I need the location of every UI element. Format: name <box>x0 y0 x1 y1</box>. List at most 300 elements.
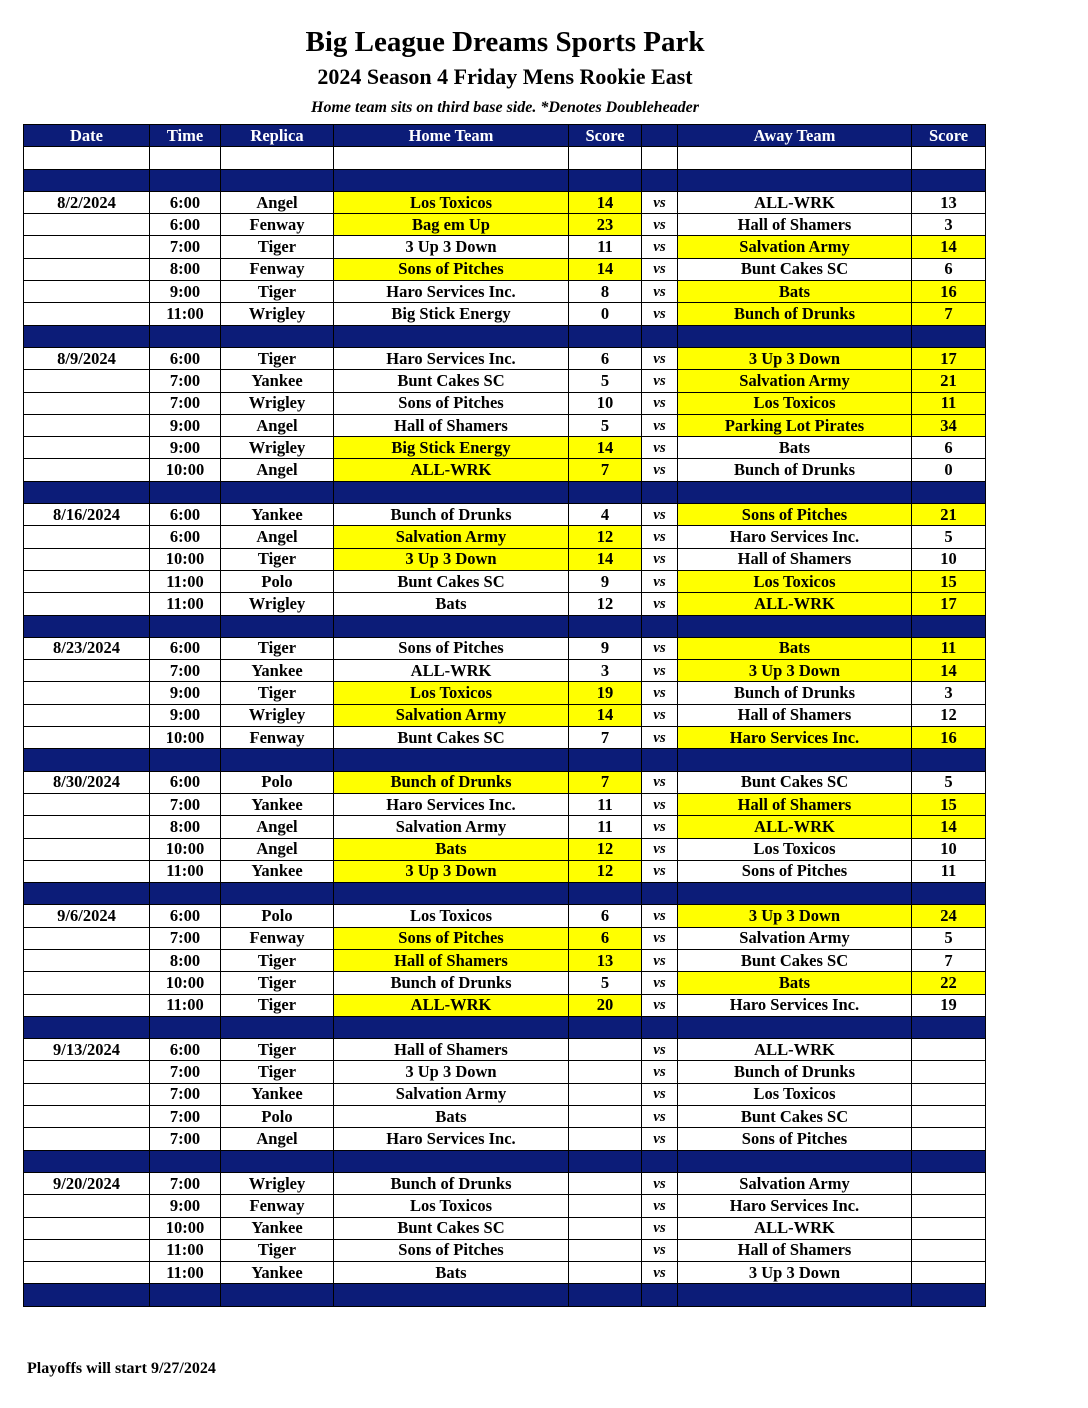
home-team: Haro Services Inc. <box>334 793 569 815</box>
game-row <box>24 593 986 615</box>
game-time: 9:00 <box>150 437 221 459</box>
home-score: 6 <box>569 347 642 369</box>
game-time: 6:00 <box>150 504 221 526</box>
game-date <box>24 660 150 682</box>
game-time: 11:00 <box>150 593 221 615</box>
game-date <box>24 860 150 882</box>
vs-label: vs <box>642 548 678 570</box>
game-time: 10:00 <box>150 1217 221 1239</box>
home-score <box>569 1039 642 1061</box>
game-date <box>24 593 150 615</box>
game-time: 10:00 <box>150 972 221 994</box>
home-score: 4 <box>569 504 642 526</box>
home-score: 13 <box>569 949 642 971</box>
game-row <box>24 793 986 815</box>
home-score: 19 <box>569 682 642 704</box>
home-score: 11 <box>569 236 642 258</box>
home-team: 3 Up 3 Down <box>334 1061 569 1083</box>
vs-label: vs <box>642 1217 678 1239</box>
home-score: 6 <box>569 905 642 927</box>
game-row <box>24 347 986 369</box>
game-time: 6:00 <box>150 905 221 927</box>
away-score: 3 <box>912 682 986 704</box>
game-replica: Angel <box>221 414 334 436</box>
game-date <box>24 459 150 481</box>
game-date <box>24 927 150 949</box>
away-team: Salvation Army <box>678 927 912 949</box>
home-score: 7 <box>569 459 642 481</box>
home-team: Bag em Up <box>334 214 569 236</box>
home-score: 0 <box>569 303 642 325</box>
home-team: Bunch of Drunks <box>334 972 569 994</box>
game-date <box>24 392 150 414</box>
game-row <box>24 414 986 436</box>
home-score: 3 <box>569 660 642 682</box>
game-date <box>24 281 150 303</box>
away-score: 24 <box>912 905 986 927</box>
game-row <box>24 860 986 882</box>
game-replica: Yankee <box>221 793 334 815</box>
vs-label: vs <box>642 459 678 481</box>
game-row <box>24 370 986 392</box>
game-row <box>24 660 986 682</box>
game-replica: Tiger <box>221 347 334 369</box>
game-date: 8/9/2024 <box>24 347 150 369</box>
away-score: 10 <box>912 548 986 570</box>
home-team: Bats <box>334 593 569 615</box>
game-time: 9:00 <box>150 682 221 704</box>
game-row <box>24 727 986 749</box>
away-score: 5 <box>912 927 986 949</box>
game-time: 7:00 <box>150 1128 221 1150</box>
away-score: 12 <box>912 704 986 726</box>
away-score: 21 <box>912 370 986 392</box>
game-row <box>24 637 986 659</box>
game-replica: Wrigley <box>221 392 334 414</box>
game-date <box>24 1262 150 1284</box>
game-replica: Polo <box>221 905 334 927</box>
away-score: 6 <box>912 437 986 459</box>
game-row <box>24 1061 986 1083</box>
game-date <box>24 570 150 592</box>
game-time: 6:00 <box>150 526 221 548</box>
away-team: Salvation Army <box>678 370 912 392</box>
home-team: Haro Services Inc. <box>334 281 569 303</box>
home-team: Bunch of Drunks <box>334 771 569 793</box>
away-team: Sons of Pitches <box>678 504 912 526</box>
home-score: 14 <box>569 191 642 213</box>
away-team: 3 Up 3 Down <box>678 1262 912 1284</box>
away-team: ALL-WRK <box>678 593 912 615</box>
game-replica: Wrigley <box>221 303 334 325</box>
away-team: Bats <box>678 972 912 994</box>
home-score: 5 <box>569 370 642 392</box>
home-score <box>569 1239 642 1261</box>
home-score <box>569 1262 642 1284</box>
away-score: 17 <box>912 347 986 369</box>
vs-label: vs <box>642 1172 678 1194</box>
game-row <box>24 704 986 726</box>
home-score: 8 <box>569 281 642 303</box>
vs-label: vs <box>642 191 678 213</box>
away-score <box>912 1061 986 1083</box>
week-separator-row <box>24 481 986 503</box>
game-date <box>24 972 150 994</box>
game-row <box>24 504 986 526</box>
game-time: 7:00 <box>150 927 221 949</box>
vs-label: vs <box>642 838 678 860</box>
vs-label: vs <box>642 1061 678 1083</box>
vs-label: vs <box>642 281 678 303</box>
game-row <box>24 1106 986 1128</box>
vs-label: vs <box>642 1195 678 1217</box>
home-team: 3 Up 3 Down <box>334 548 569 570</box>
home-team: Salvation Army <box>334 526 569 548</box>
game-date <box>24 838 150 860</box>
home-score: 14 <box>569 548 642 570</box>
home-team: Big Stick Energy <box>334 437 569 459</box>
vs-label: vs <box>642 1262 678 1284</box>
away-score: 7 <box>912 303 986 325</box>
away-score: 19 <box>912 994 986 1016</box>
week-separator-row <box>24 749 986 771</box>
home-team: Haro Services Inc. <box>334 1128 569 1150</box>
away-score: 15 <box>912 793 986 815</box>
away-team: Los Toxicos <box>678 838 912 860</box>
away-team: Los Toxicos <box>678 392 912 414</box>
vs-label: vs <box>642 570 678 592</box>
vs-label: vs <box>642 637 678 659</box>
week-separator-row <box>24 1016 986 1038</box>
away-score: 16 <box>912 281 986 303</box>
game-replica: Tiger <box>221 682 334 704</box>
game-replica: Tiger <box>221 637 334 659</box>
away-team: Bunt Cakes SC <box>678 258 912 280</box>
game-date <box>24 1128 150 1150</box>
away-score: 11 <box>912 392 986 414</box>
game-time: 7:00 <box>150 660 221 682</box>
game-time: 7:00 <box>150 1083 221 1105</box>
game-row <box>24 236 986 258</box>
game-row <box>24 972 986 994</box>
home-score: 12 <box>569 593 642 615</box>
game-date <box>24 793 150 815</box>
game-replica: Fenway <box>221 927 334 949</box>
home-score: 23 <box>569 214 642 236</box>
away-score <box>912 1195 986 1217</box>
col-home-team-header: Home Team <box>334 125 569 147</box>
game-time: 9:00 <box>150 414 221 436</box>
game-date: 9/20/2024 <box>24 1172 150 1194</box>
game-date <box>24 303 150 325</box>
game-replica: Tiger <box>221 1061 334 1083</box>
vs-label: vs <box>642 1106 678 1128</box>
home-team: Bunch of Drunks <box>334 1172 569 1194</box>
game-row <box>24 1128 986 1150</box>
game-replica: Yankee <box>221 370 334 392</box>
game-time: 8:00 <box>150 816 221 838</box>
away-team: Hall of Shamers <box>678 1239 912 1261</box>
game-date: 8/16/2024 <box>24 504 150 526</box>
game-replica: Tiger <box>221 236 334 258</box>
away-score: 0 <box>912 459 986 481</box>
schedule-body <box>24 147 986 1306</box>
home-team: 3 Up 3 Down <box>334 236 569 258</box>
game-time: 11:00 <box>150 1239 221 1261</box>
game-row <box>24 258 986 280</box>
game-replica: Fenway <box>221 258 334 280</box>
game-time: 9:00 <box>150 281 221 303</box>
game-time: 7:00 <box>150 1061 221 1083</box>
game-date <box>24 949 150 971</box>
away-score <box>912 1128 986 1150</box>
vs-label: vs <box>642 972 678 994</box>
game-date <box>24 1217 150 1239</box>
home-score <box>569 1195 642 1217</box>
away-team: Sons of Pitches <box>678 1128 912 1150</box>
game-row <box>24 905 986 927</box>
away-score <box>912 1262 986 1284</box>
away-team: Los Toxicos <box>678 570 912 592</box>
home-team: Salvation Army <box>334 1083 569 1105</box>
home-team: Sons of Pitches <box>334 1239 569 1261</box>
away-score: 22 <box>912 972 986 994</box>
game-row <box>24 1217 986 1239</box>
away-team: Hall of Shamers <box>678 793 912 815</box>
game-replica: Yankee <box>221 504 334 526</box>
game-replica: Fenway <box>221 727 334 749</box>
home-score: 7 <box>569 771 642 793</box>
vs-label: vs <box>642 682 678 704</box>
game-time: 10:00 <box>150 548 221 570</box>
home-score <box>569 1083 642 1105</box>
game-time: 7:00 <box>150 370 221 392</box>
game-replica: Fenway <box>221 1195 334 1217</box>
game-time: 6:00 <box>150 214 221 236</box>
away-team: Los Toxicos <box>678 1083 912 1105</box>
game-replica: Wrigley <box>221 593 334 615</box>
game-date <box>24 437 150 459</box>
game-row <box>24 437 986 459</box>
game-replica: Tiger <box>221 994 334 1016</box>
game-time: 7:00 <box>150 392 221 414</box>
away-team: Haro Services Inc. <box>678 526 912 548</box>
col-home-score-header: Score <box>569 125 642 147</box>
away-score <box>912 1039 986 1061</box>
game-time: 6:00 <box>150 637 221 659</box>
page-title: Big League Dreams Sports Park <box>305 26 705 58</box>
game-date <box>24 994 150 1016</box>
game-date: 9/13/2024 <box>24 1039 150 1061</box>
game-row <box>24 1039 986 1061</box>
away-score: 11 <box>912 637 986 659</box>
game-row <box>24 191 986 213</box>
away-team: ALL-WRK <box>678 1039 912 1061</box>
away-score: 14 <box>912 660 986 682</box>
game-time: 11:00 <box>150 303 221 325</box>
game-time: 11:00 <box>150 1262 221 1284</box>
away-team: ALL-WRK <box>678 816 912 838</box>
game-replica: Tiger <box>221 1239 334 1261</box>
home-team: Los Toxicos <box>334 1195 569 1217</box>
away-team: 3 Up 3 Down <box>678 660 912 682</box>
vs-label: vs <box>642 414 678 436</box>
away-team: Bunch of Drunks <box>678 682 912 704</box>
vs-label: vs <box>642 214 678 236</box>
game-time: 11:00 <box>150 570 221 592</box>
week-separator-row <box>24 1284 986 1306</box>
game-replica: Wrigley <box>221 437 334 459</box>
game-replica: Angel <box>221 191 334 213</box>
game-date <box>24 214 150 236</box>
home-score: 5 <box>569 414 642 436</box>
vs-label: vs <box>642 258 678 280</box>
week-separator-row <box>24 1150 986 1172</box>
col-away-score-header: Score <box>912 125 986 147</box>
away-score: 10 <box>912 838 986 860</box>
away-score <box>912 1083 986 1105</box>
game-time: 8:00 <box>150 949 221 971</box>
home-team: Bunch of Drunks <box>334 504 569 526</box>
home-team: Bunt Cakes SC <box>334 1217 569 1239</box>
col-vs-header <box>642 125 678 147</box>
away-score <box>912 1239 986 1261</box>
game-replica: Angel <box>221 1128 334 1150</box>
vs-label: vs <box>642 905 678 927</box>
home-score: 12 <box>569 860 642 882</box>
home-team: Bunt Cakes SC <box>334 370 569 392</box>
game-date <box>24 1195 150 1217</box>
away-score: 13 <box>912 191 986 213</box>
away-team: Bunch of Drunks <box>678 459 912 481</box>
game-row <box>24 927 986 949</box>
game-date <box>24 1061 150 1083</box>
col-away-team-header: Away Team <box>678 125 912 147</box>
away-team: Haro Services Inc. <box>678 994 912 1016</box>
game-date <box>24 548 150 570</box>
game-date <box>24 236 150 258</box>
home-score <box>569 1106 642 1128</box>
game-time: 8:00 <box>150 258 221 280</box>
home-score <box>569 1061 642 1083</box>
game-date: 8/23/2024 <box>24 637 150 659</box>
game-replica: Yankee <box>221 860 334 882</box>
home-score: 6 <box>569 927 642 949</box>
home-team: Sons of Pitches <box>334 927 569 949</box>
away-score: 11 <box>912 860 986 882</box>
away-team: Hall of Shamers <box>678 548 912 570</box>
home-team: Sons of Pitches <box>334 637 569 659</box>
home-score: 11 <box>569 793 642 815</box>
home-team: ALL-WRK <box>334 994 569 1016</box>
game-row <box>24 526 986 548</box>
vs-label: vs <box>642 1239 678 1261</box>
col-replica-header: Replica <box>221 125 334 147</box>
home-score: 14 <box>569 258 642 280</box>
col-date-header: Date <box>24 125 150 147</box>
home-team: Hall of Shamers <box>334 1039 569 1061</box>
away-score: 17 <box>912 593 986 615</box>
vs-label: vs <box>642 1083 678 1105</box>
vs-label: vs <box>642 1128 678 1150</box>
vs-label: vs <box>642 1039 678 1061</box>
game-replica: Polo <box>221 570 334 592</box>
away-team: Salvation Army <box>678 236 912 258</box>
game-date <box>24 682 150 704</box>
game-replica: Yankee <box>221 1262 334 1284</box>
vs-label: vs <box>642 927 678 949</box>
vs-label: vs <box>642 370 678 392</box>
game-date <box>24 414 150 436</box>
game-row <box>24 570 986 592</box>
game-row <box>24 1262 986 1284</box>
game-time: 6:00 <box>150 1039 221 1061</box>
away-score: 7 <box>912 949 986 971</box>
game-row <box>24 816 986 838</box>
home-score <box>569 1172 642 1194</box>
vs-label: vs <box>642 303 678 325</box>
away-team: Bunch of Drunks <box>678 303 912 325</box>
game-replica: Tiger <box>221 949 334 971</box>
home-score: 10 <box>569 392 642 414</box>
away-team: Bunt Cakes SC <box>678 949 912 971</box>
home-team: Sons of Pitches <box>334 258 569 280</box>
game-date <box>24 1083 150 1105</box>
vs-label: vs <box>642 593 678 615</box>
home-score: 11 <box>569 816 642 838</box>
away-score <box>912 1106 986 1128</box>
game-date <box>24 816 150 838</box>
game-time: 10:00 <box>150 459 221 481</box>
game-time: 10:00 <box>150 838 221 860</box>
game-date <box>24 258 150 280</box>
away-team: Hall of Shamers <box>678 214 912 236</box>
home-team: Hall of Shamers <box>334 414 569 436</box>
away-score: 14 <box>912 236 986 258</box>
away-score: 15 <box>912 570 986 592</box>
game-time: 7:00 <box>150 236 221 258</box>
home-score: 9 <box>569 570 642 592</box>
game-replica: Wrigley <box>221 704 334 726</box>
playoffs-note: Playoffs will start 9/27/2024 <box>27 1360 216 1377</box>
week-separator-row <box>24 169 986 191</box>
col-time-header: Time <box>150 125 221 147</box>
away-team: Salvation Army <box>678 1172 912 1194</box>
game-time: 9:00 <box>150 1195 221 1217</box>
game-row <box>24 459 986 481</box>
game-row <box>24 994 986 1016</box>
vs-label: vs <box>642 526 678 548</box>
home-team: Los Toxicos <box>334 905 569 927</box>
game-time: 7:00 <box>150 793 221 815</box>
game-time: 6:00 <box>150 771 221 793</box>
game-time: 6:00 <box>150 191 221 213</box>
vs-label: vs <box>642 347 678 369</box>
game-row <box>24 949 986 971</box>
home-score: 7 <box>569 727 642 749</box>
game-replica: Tiger <box>221 548 334 570</box>
game-replica: Tiger <box>221 281 334 303</box>
game-replica: Angel <box>221 816 334 838</box>
away-team: ALL-WRK <box>678 191 912 213</box>
away-team: Haro Services Inc. <box>678 727 912 749</box>
home-score <box>569 1217 642 1239</box>
schedule-table <box>23 124 986 1307</box>
home-team: Los Toxicos <box>334 191 569 213</box>
game-date <box>24 370 150 392</box>
game-replica: Angel <box>221 459 334 481</box>
game-row <box>24 1195 986 1217</box>
